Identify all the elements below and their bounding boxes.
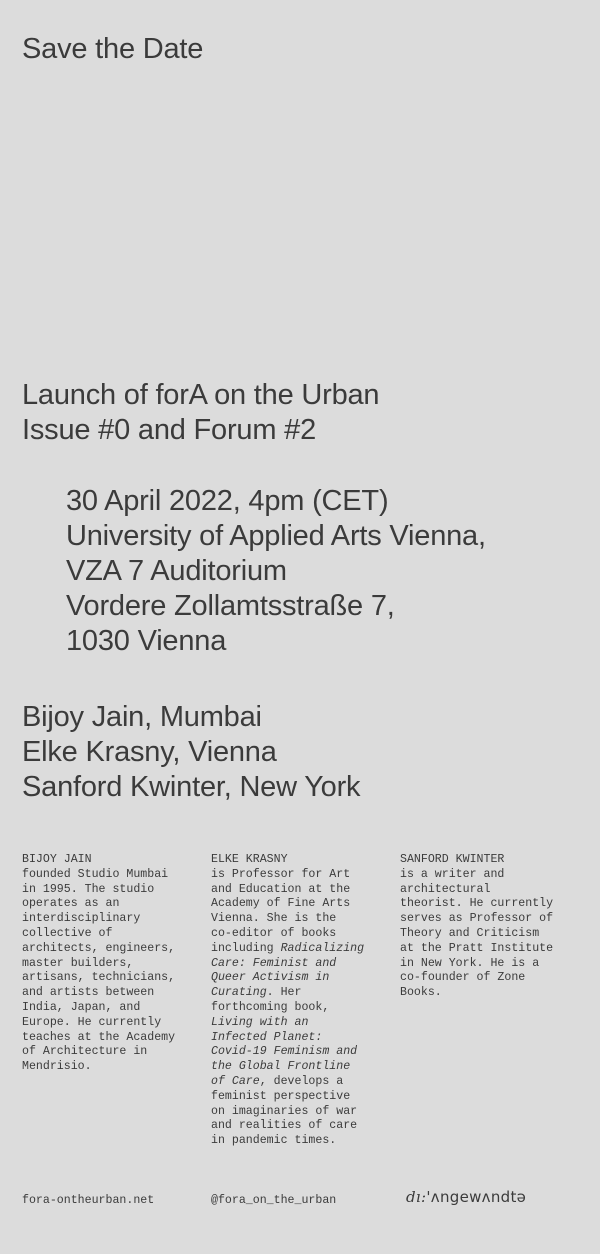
bio-book-title: Living with an: [211, 1015, 309, 1029]
event-city: 1030 Vienna: [66, 625, 227, 657]
bio-line: [211, 986, 364, 1001]
bio-line: in New York. He is a: [400, 956, 540, 970]
bio-line: co-founder of Zone: [400, 971, 526, 985]
bio-line: and artists between: [22, 986, 155, 1000]
bio-line: [211, 942, 364, 957]
bio-line: operates as an: [22, 897, 120, 911]
event-date: 30 April 2022, 4pm (CET): [66, 485, 389, 517]
bio-line: [211, 1031, 364, 1046]
logo-di: dı:: [406, 1188, 427, 1206]
bio-line: is a writer and: [400, 867, 505, 881]
social-handle-link[interactable]: @fora_on_the_urban: [211, 1194, 337, 1207]
event-street: Vordere Zollamtsstraße 7,: [66, 590, 395, 622]
bio-line: is Professor for Art: [211, 867, 351, 881]
bio-line: architects, engineers,: [22, 941, 176, 955]
event-venue: University of Applied Arts Vienna,: [66, 520, 486, 552]
bio-line: architectural: [400, 882, 491, 896]
bio-line: [211, 1060, 364, 1075]
bio-line: feminist perspective: [211, 1089, 351, 1103]
bio-sanford-kwinter: [400, 853, 553, 1001]
bio-line: [211, 957, 364, 972]
bio-line: collective of: [22, 926, 113, 940]
bio-name: ELKE KRASNY: [211, 853, 288, 866]
launch-line-1: Launch of forA on the Urban: [22, 379, 380, 411]
bio-book-title: Infected Planet:: [211, 1030, 323, 1044]
bio-line: Academy of Fine Arts: [211, 897, 351, 911]
bio-line: artisans, technicians,: [22, 971, 176, 985]
bio-line: Theory and Criticism: [400, 926, 540, 940]
bio-line: serves as Professor of: [400, 912, 554, 926]
bio-book-title: Radicalizing: [280, 941, 365, 955]
bio-line: and realities of care: [211, 1119, 358, 1133]
angewandte-logo: [406, 1190, 526, 1204]
bio-elke-krasny: [211, 853, 364, 1149]
bio-line: India, Japan, and: [22, 1000, 141, 1014]
bio-line: [211, 971, 364, 986]
bio-line: founded Studio Mumbai: [22, 867, 169, 881]
bio-bijoy-jain: [22, 853, 175, 1075]
save-the-date-title: Save the Date: [22, 33, 204, 65]
website-link[interactable]: fora-ontheurban.net: [22, 1194, 155, 1207]
bio-line: on imaginaries of war: [211, 1104, 358, 1118]
bio-text: including: [211, 941, 281, 955]
bio-line: master builders,: [22, 956, 134, 970]
speaker-item: Elke Krasny, Vienna: [22, 736, 277, 768]
bio-book-title: Queer Activism in: [211, 971, 330, 985]
bio-line: at the Pratt Institute: [400, 941, 554, 955]
bio-text: , develops a: [259, 1074, 344, 1088]
bio-line: interdisciplinary: [22, 912, 141, 926]
bio-line: forthcoming book,: [211, 1000, 330, 1014]
speaker-item: Bijoy Jain, Mumbai: [22, 701, 262, 733]
bio-line: Europe. He currently: [22, 1015, 162, 1029]
launch-line-2: Issue #0 and Forum #2: [22, 414, 317, 446]
bio-line: in 1995. The studio: [22, 882, 155, 896]
bio-line: Books.: [400, 986, 442, 1000]
bio-name: BIJOY JAIN: [22, 853, 92, 866]
bio-line: and Education at the: [211, 882, 351, 896]
bio-name: SANFORD KWINTER: [400, 853, 505, 866]
bio-line: theorist. He currently: [400, 897, 554, 911]
launch-title: [22, 378, 582, 448]
bio-book-title: of Care: [211, 1074, 260, 1088]
bio-book-title: Curating: [211, 986, 267, 1000]
bio-line: Vienna. She is the: [211, 912, 337, 926]
speaker-list: [22, 700, 360, 805]
bio-book-title: Covid-19 Feminism and: [211, 1045, 358, 1059]
event-room: VZA 7 Auditorium: [66, 555, 287, 587]
bio-book-title: Care: Feminist and: [211, 956, 337, 970]
bio-line: of Architecture in: [22, 1045, 148, 1059]
bio-text: . Her: [266, 986, 302, 1000]
bio-book-title: the Global Frontline: [211, 1060, 351, 1074]
bio-line: Mendrisio.: [22, 1060, 92, 1074]
event-details: [66, 484, 596, 659]
bio-line: [211, 1075, 364, 1090]
logo-text: 'ʌngewʌndtə: [426, 1188, 527, 1206]
bio-line: [211, 1045, 364, 1060]
bio-line: teaches at the Academy: [22, 1030, 176, 1044]
speaker-item: Sanford Kwinter, New York: [22, 771, 361, 803]
bio-line: [211, 1016, 364, 1031]
bio-line: in pandemic times.: [211, 1134, 337, 1148]
bio-line: co-editor of books: [211, 926, 337, 940]
